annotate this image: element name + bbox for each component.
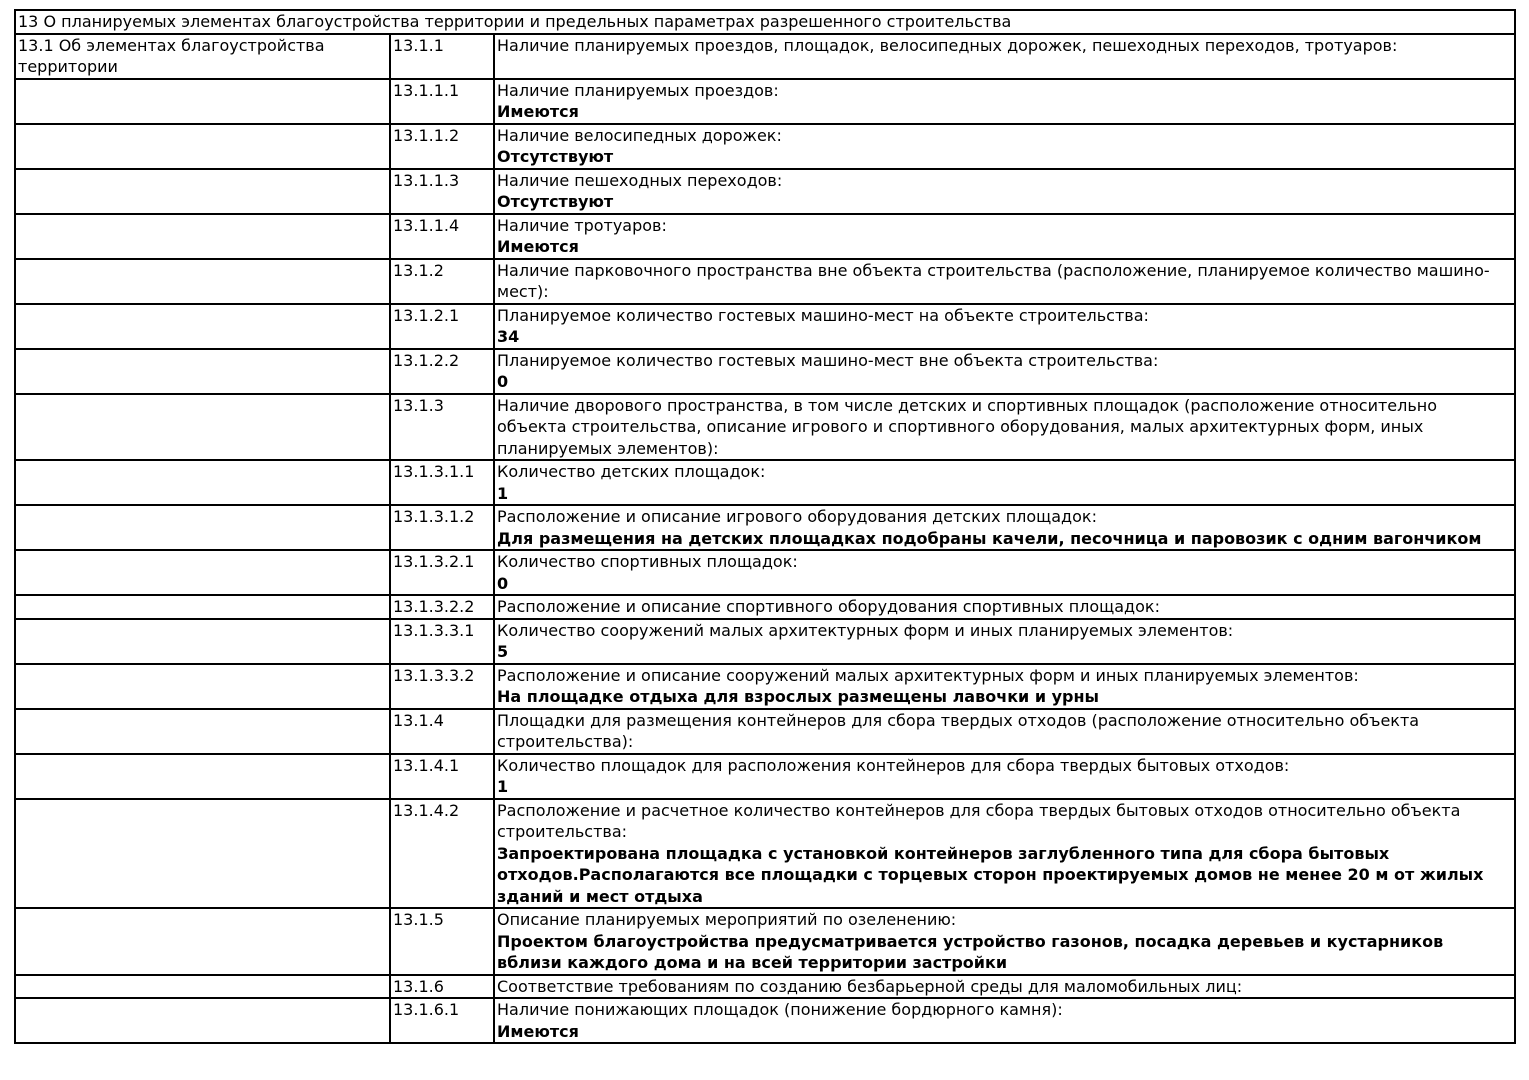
section-label-cell: [15, 460, 390, 505]
improvement-elements-table: [14, 9, 1516, 1044]
item-content-cell: [494, 550, 1515, 595]
field-label: Расположение и описание сооружений малых архитектурных форм и иных планируемых элементов:: [497, 665, 1359, 685]
item-content-cell: [494, 908, 1515, 975]
item-code-cell: 13.1.4: [390, 709, 494, 754]
section-label-cell: [15, 998, 390, 1043]
table-row: [15, 79, 1515, 124]
section-header-row: [15, 10, 1515, 34]
table-row: [15, 998, 1515, 1043]
field-label: Количество сооружений малых архитектурных форм и иных планируемых элементов:: [497, 620, 1234, 640]
field-label: Наличие дворового пространства, в том числе детских и спортивных площадок (расположение относительно объекта строительства, описание игрового и спортивного оборудования, малых архитектурных форм, иных планируемых элементов):: [497, 395, 1438, 458]
table-row: [15, 754, 1515, 799]
item-code-cell: 13.1.1.3: [390, 169, 494, 214]
section-label-cell: [15, 505, 390, 550]
table-row: [15, 34, 1515, 79]
item-content-cell: [494, 709, 1515, 754]
field-label: Планируемое количество гостевых машино-мест на объекте строительства:: [497, 305, 1149, 325]
item-code-cell: 13.1.1.1: [390, 79, 494, 124]
field-label: Наличие понижающих площадок (понижение бордюрного камня):: [497, 1000, 1063, 1019]
field-label: Площадки для размещения контейнеров для сбора твердых отходов (расположение относительно объекта строительства):: [497, 710, 1420, 751]
field-label: Расположение и описание спортивного оборудования спортивных площадок:: [497, 597, 1160, 616]
section-label-cell: [15, 304, 390, 349]
section-label-cell: [15, 259, 390, 304]
field-value: Для размещения на детских площадках подобраны качели, песочница и паровозик с одним вагончиком: [497, 528, 1482, 548]
item-content-cell: [494, 394, 1515, 461]
item-content-cell: [494, 79, 1515, 124]
section-label-cell: [15, 550, 390, 595]
item-code-cell: 13.1.3.1.2: [390, 505, 494, 550]
item-code-cell: 13.1.2.1: [390, 304, 494, 349]
section-label-cell: [15, 169, 390, 214]
table-row: [15, 709, 1515, 754]
table-row: [15, 799, 1515, 909]
field-label: Наличие пешеходных переходов:: [497, 170, 783, 190]
item-content-cell: [494, 998, 1515, 1043]
field-value: 5: [497, 642, 509, 661]
section-label-cell: [15, 975, 390, 999]
field-value: Имеются: [497, 1021, 579, 1041]
field-value: Запроектирована площадка с установкой контейнеров заглубленного типа для сбора бытовых отходов.Располагаются все площадки с торцевых сторон проектируемых домов не менее 20 м от жилых зданий и мест отдыха: [497, 843, 1484, 906]
field-label: Количество детских площадок:: [497, 462, 766, 481]
item-content-cell: [494, 124, 1515, 169]
field-label: Расположение и расчетное количество контейнеров для сбора твердых бытовых отходов относительно объекта строительства:: [497, 800, 1461, 841]
field-label: Наличие тротуаров:: [497, 215, 667, 235]
item-code-cell: 13.1.3.1.1: [390, 460, 494, 505]
table-row: [15, 169, 1515, 214]
field-label: Наличие планируемых проездов:: [497, 80, 779, 100]
field-value: 34: [497, 327, 520, 346]
item-content-cell: [494, 595, 1515, 619]
item-code-cell: 13.1.6: [390, 975, 494, 999]
field-label: Описание планируемых мероприятий по озеленению:: [497, 910, 957, 929]
table-row: [15, 595, 1515, 619]
table-row: [15, 908, 1515, 975]
field-label: Наличие велосипедных дорожек:: [497, 125, 782, 145]
field-value: Отсутствуют: [497, 192, 614, 211]
item-content-cell: [494, 505, 1515, 550]
field-value: 1: [497, 777, 509, 796]
section-label-cell: [15, 664, 390, 709]
field-label: Наличие парковочного пространства вне объекта строительства (расположение, планируемое количество машино-мест):: [497, 260, 1490, 301]
item-code-cell: 13.1.6.1: [390, 998, 494, 1043]
item-content-cell: [494, 664, 1515, 709]
field-label: Количество спортивных площадок:: [497, 552, 798, 571]
section-label-cell: [15, 799, 390, 909]
section-label-cell: [15, 709, 390, 754]
table-row: [15, 550, 1515, 595]
item-code-cell: 13.1.4.2: [390, 799, 494, 909]
field-label: Количество площадок для расположения контейнеров для сбора твердых бытовых отходов:: [497, 755, 1290, 775]
item-code-cell: 13.1.5: [390, 908, 494, 975]
section-label-cell: [15, 79, 390, 124]
table-row: [15, 214, 1515, 259]
table-row: [15, 349, 1515, 394]
table-row: [15, 975, 1515, 999]
section-label-cell: [15, 595, 390, 619]
table-row: [15, 124, 1515, 169]
item-code-cell: 13.1.1.2: [390, 124, 494, 169]
item-content-cell: [494, 460, 1515, 505]
field-label: Наличие планируемых проездов, площадок, велосипедных дорожек, пешеходных переходов, тротуаров:: [497, 35, 1398, 55]
section-header-title: 13 О планируемых элементах благоустройства территории и предельных параметрах разрешенного строительства: [15, 10, 1515, 34]
item-content-cell: [494, 169, 1515, 214]
table-row: [15, 460, 1515, 505]
table-row: [15, 394, 1515, 461]
item-content-cell: [494, 214, 1515, 259]
item-code-cell: 13.1.3.3.2: [390, 664, 494, 709]
field-value: Отсутствуют: [497, 147, 614, 166]
item-code-cell: 13.1.1: [390, 34, 494, 79]
item-content-cell: [494, 619, 1515, 664]
item-code-cell: 13.1.1.4: [390, 214, 494, 259]
field-value: Имеются: [497, 102, 579, 121]
section-label-cell: [15, 619, 390, 664]
section-label-cell: [15, 214, 390, 259]
section-label-cell: [15, 908, 390, 975]
field-label: Соответствие требованиям по созданию безбарьерной среды для маломобильных лиц:: [497, 976, 1243, 996]
item-code-cell: 13.1.2: [390, 259, 494, 304]
section-label-cell: [15, 394, 390, 461]
field-label: Планируемое количество гостевых машино-мест вне объекта строительства:: [497, 350, 1159, 370]
section-label-cell: [15, 349, 390, 394]
item-content-cell: [494, 304, 1515, 349]
section-label-cell: [15, 124, 390, 169]
table-row: [15, 619, 1515, 664]
item-content-cell: [494, 34, 1515, 79]
field-value: 1: [497, 483, 509, 503]
field-value: 0: [497, 573, 509, 593]
field-label: Расположение и описание игрового оборудования детских площадок:: [497, 507, 1097, 526]
item-code-cell: 13.1.3.2.1: [390, 550, 494, 595]
item-content-cell: [494, 754, 1515, 799]
item-content-cell: [494, 975, 1515, 999]
table-row: [15, 259, 1515, 304]
section-label-cell: [15, 754, 390, 799]
section-label-cell: 13.1 Об элементах благоустройства территории: [15, 34, 390, 79]
item-content-cell: [494, 799, 1515, 909]
field-value: На площадке отдыха для взрослых размещены лавочки и урны: [497, 687, 1100, 706]
item-code-cell: 13.1.3.3.1: [390, 619, 494, 664]
field-value: Проектом благоустройства предусматривается устройство газонов, посадка деревьев и кустарников вблизи каждого дома и на всей территории застройки: [497, 931, 1444, 972]
table-row: [15, 505, 1515, 550]
field-value: 0: [497, 372, 509, 391]
table-row: [15, 304, 1515, 349]
item-code-cell: 13.1.4.1: [390, 754, 494, 799]
table-row: [15, 664, 1515, 709]
item-code-cell: 13.1.3.2.2: [390, 595, 494, 619]
item-code-cell: 13.1.2.2: [390, 349, 494, 394]
item-code-cell: 13.1.3: [390, 394, 494, 461]
item-content-cell: [494, 259, 1515, 304]
field-value: Имеются: [497, 237, 579, 256]
item-content-cell: [494, 349, 1515, 394]
